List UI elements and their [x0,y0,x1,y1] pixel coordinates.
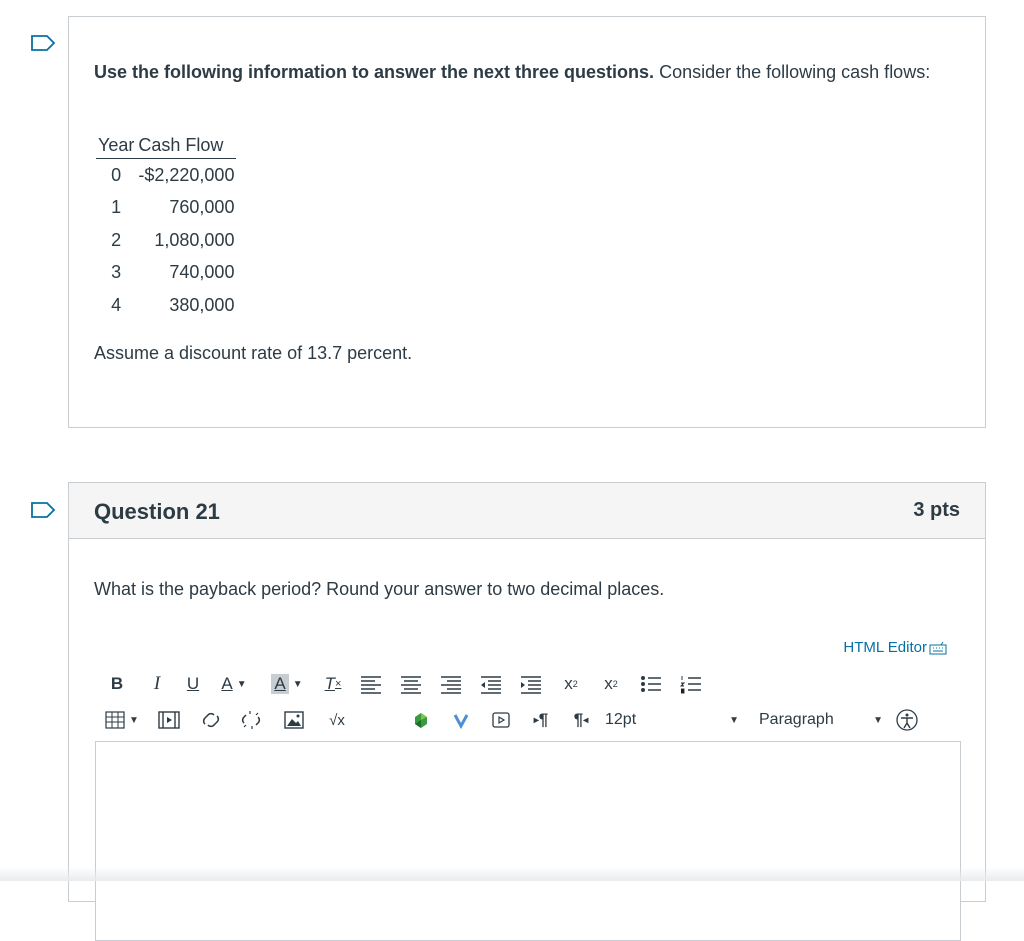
cash-cell: 740,000 [169,262,235,283]
background-color-label: A [271,674,288,694]
chevron-down-icon: ▼ [236,678,247,690]
question-header [69,483,985,539]
accessibility-icon[interactable] [887,707,927,733]
chevron-down-icon: ▼ [292,678,303,690]
subscript-button[interactable] [591,671,631,697]
question-text: What is the payback period? Round your answer to two decimal places. [94,579,665,599]
year-cell: 4 [111,294,122,315]
superscript-mark: 2 [572,679,578,689]
underline-button[interactable]: U [186,674,200,693]
italic-button[interactable]: I [153,673,161,694]
unlink-icon[interactable] [231,707,271,733]
align-left-icon[interactable] [351,671,391,697]
align-right-icon[interactable] [431,671,471,697]
media-icon[interactable] [147,707,191,733]
clear-formatting-button[interactable] [315,671,351,697]
rtl-button[interactable] [561,707,601,733]
superscript-label: x [564,674,573,693]
align-center-icon[interactable] [391,671,431,697]
link-icon[interactable] [191,707,231,733]
video-embed-icon[interactable] [481,707,521,733]
cash-flow-table [96,131,236,322]
question-card [68,482,986,902]
subscript-mark: 2 [612,679,618,689]
info-text [94,57,934,87]
block-format-select[interactable] [743,707,887,733]
cash-cell: 1,080,000 [154,229,235,250]
info-lead-rest: Consider the following cash flows: [654,62,931,82]
question-title: Question 21 [94,499,220,524]
bottom-shadow [0,867,1024,881]
superscript-button[interactable] [551,671,591,697]
col-header-year: Year [96,131,136,159]
answer-editor[interactable] [95,741,961,941]
chevron-down-icon: ▼ [729,714,739,726]
table-row [96,257,236,290]
question-points: 3 pts [913,499,960,521]
year-cell: 3 [111,262,122,283]
bold-button[interactable]: B [110,674,124,693]
html-editor-link[interactable] [843,639,947,656]
year-cell: 0 [111,164,122,185]
assumption-text: Assume a discount rate of 13.7 percent. [94,343,413,363]
ltr-button[interactable] [521,707,561,733]
table-button[interactable] [97,707,147,733]
html-editor-label: HTML Editor [843,639,927,656]
numbered-list-icon[interactable] [671,671,711,697]
info-card [68,16,986,428]
pilcrow-icon: ¶ [573,710,584,729]
toolbar-row-2 [97,705,927,735]
cash-cell: 760,000 [169,197,235,218]
font-size-value: 12pt [605,711,637,728]
flag-question-icon[interactable] [30,502,56,518]
background-color-button[interactable] [259,671,315,697]
font-size-select[interactable] [601,707,743,733]
info-lead-bold: Use the following information to answer the next three questions. [94,62,655,82]
col-header-cash-flow: Cash Flow [136,131,236,159]
clear-formatting-label: T [324,674,335,693]
chevron-down-icon: ▼ [873,714,883,726]
indent-icon[interactable] [511,671,551,697]
rtl-arrow-icon: ◂ [583,714,589,726]
cash-cell: 380,000 [169,294,235,315]
year-cell: 1 [111,197,122,218]
year-cell: 2 [111,229,122,250]
block-format-value: Paragraph [759,711,834,728]
pilcrow-icon: ¶ [538,710,549,729]
chevron-down-icon: ▼ [129,714,139,726]
toolbar-row-1 [97,669,711,699]
keyboard-icon [929,641,947,655]
bullet-list-icon[interactable] [631,671,671,697]
clear-x-icon: × [334,678,342,690]
outdent-icon[interactable] [471,671,511,697]
image-icon[interactable] [271,707,317,733]
subscript-label: x [604,674,613,693]
ltr-arrow-icon: ▸ [533,714,539,726]
v-app-icon[interactable] [441,707,481,733]
table-row [96,289,236,322]
font-color-button[interactable] [209,671,259,697]
table-row [96,192,236,225]
cash-cell: -$2,220,000 [138,164,235,185]
flag-icon[interactable] [30,35,56,51]
table-row [96,224,236,257]
font-color-label: A [221,674,233,693]
office-apps-icon[interactable] [401,707,441,733]
equation-button[interactable]: √x [329,711,345,729]
table-icon [105,711,125,729]
table-row [96,159,236,192]
